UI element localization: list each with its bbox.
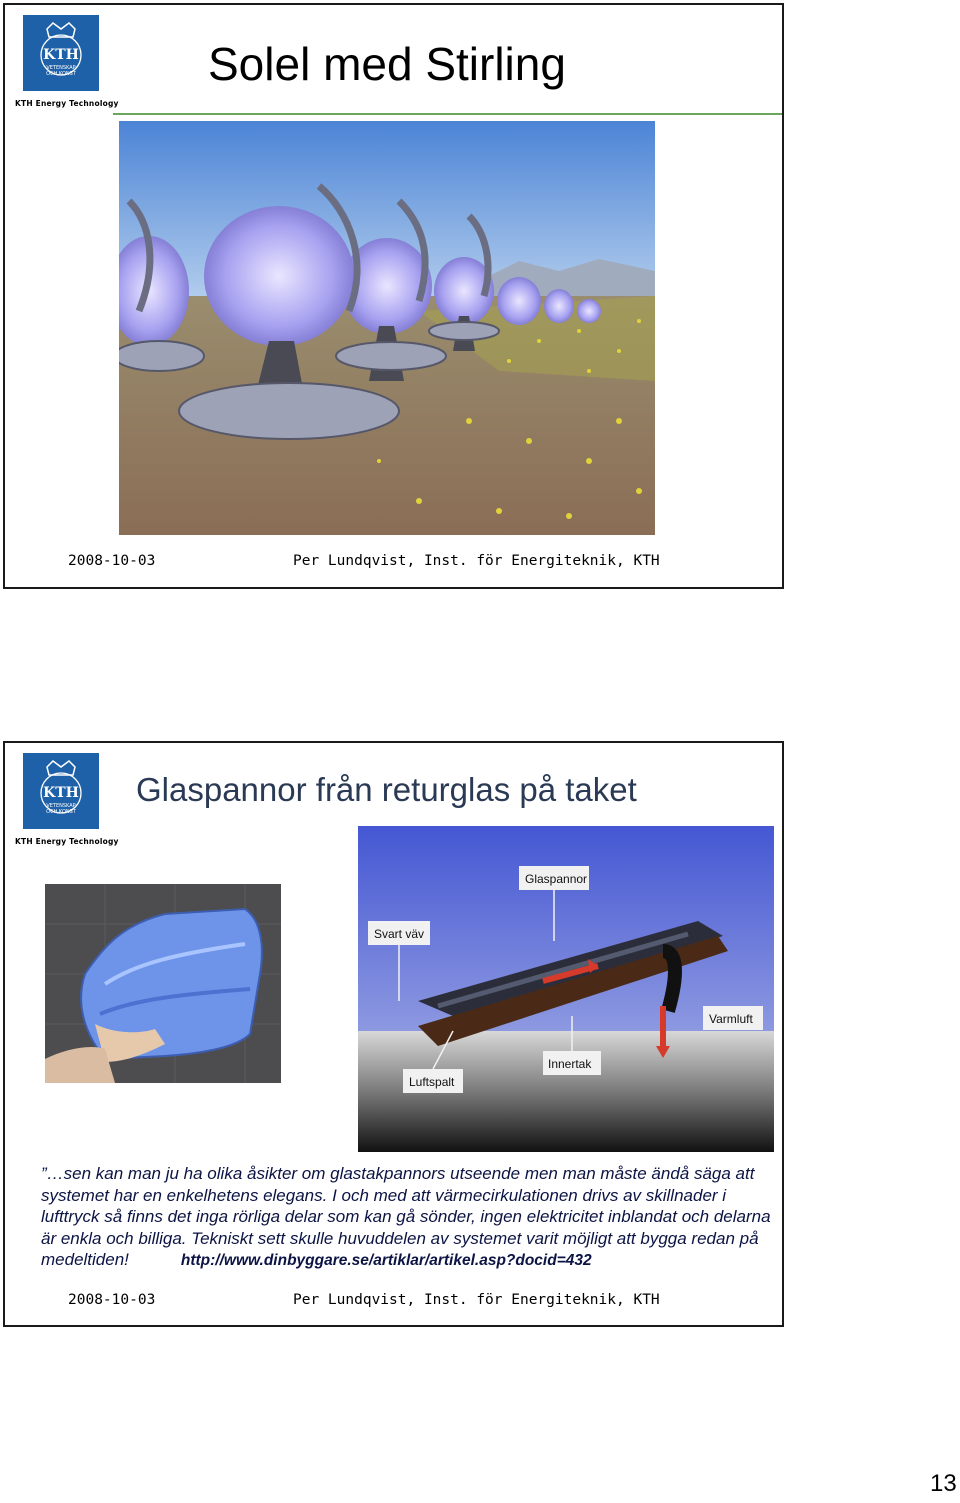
logo-text: KTH [43,785,79,801]
label-innertak: Innertak [548,1057,592,1071]
page-number: 13 [930,1470,957,1497]
solar-dish-field-photo [119,121,655,535]
footer-date: 2008-10-03 [68,553,156,569]
slide-1 [3,3,784,589]
label-glaspannor: Glaspannor [525,872,588,886]
roof-cross-section-diagram [358,826,774,1152]
logo-subtext-2: OCH KONST [46,71,76,77]
quote-body: ”…sen kan man ju ha olika åsikter om glastakpannors utseende men man måste ändå säga att systemet har en enkelhetens elegans. I och med att värmecirkulationen drivs av skillnader i lufttryck så finns det inga rörliga delar som kan gå sönder, ingen elektricitet inblandat och delarna är enkla och billiga. Tekniskt sett skulle huvuddelen av systemet varit möjligt att bygga redan på medeltiden! [41,1164,771,1269]
footer-author: Per Lundqvist, Inst. för Energiteknik, KTH [293,553,660,569]
footer-date: 2008-10-03 [68,1292,156,1308]
kth-logo [15,15,119,115]
logo-subtext-1: VETENSKAP [46,803,76,809]
slide-title: Glaspannor från returglas på taket [136,771,637,808]
footer-author: Per Lundqvist, Inst. för Energiteknik, KTH [293,1292,660,1308]
logo-text: KTH [43,47,79,63]
glass-roof-tile-photo [45,884,281,1083]
logo-caption: KTH Energy Technology [15,837,119,846]
source-url[interactable]: http://www.dinbyggare.se/artiklar/artikel.asp?docid=432 [180,1252,592,1269]
label-luftspalt: Luftspalt [409,1075,455,1089]
logo-subtext-1: VETENSKAP [46,65,76,71]
slide-title: Solel med Stirling [208,38,566,90]
label-svart-vav: Svart väv [374,927,425,941]
kth-emblem-icon [23,753,99,829]
logo-subtext-2: OCH KONST [46,809,76,815]
kth-logo [15,753,119,853]
logo-caption: KTH Energy Technology [15,99,119,108]
header-rule [113,113,782,115]
label-varmluft: Varmluft [709,1012,753,1026]
slide-2 [3,741,784,1327]
kth-emblem-icon [23,15,99,91]
quote-text [41,1163,776,1272]
